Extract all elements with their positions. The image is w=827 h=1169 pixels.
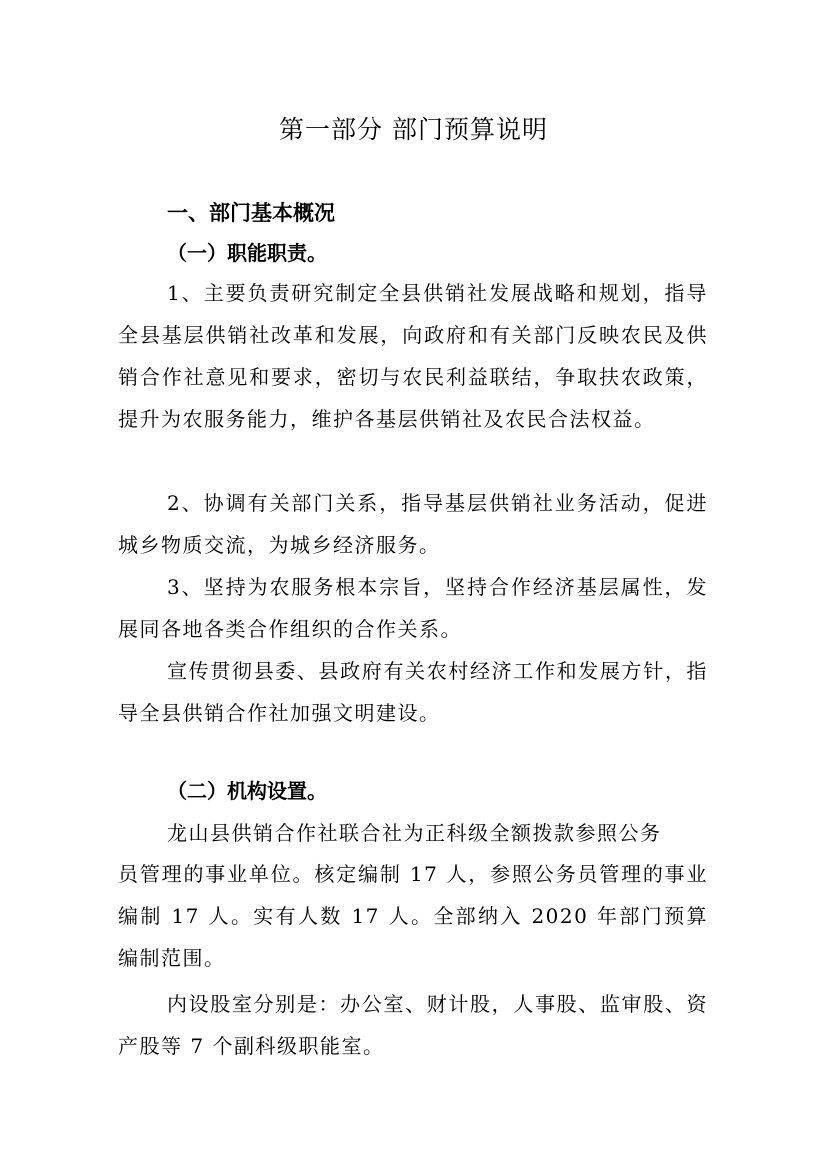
duty-paragraph-4: 宣传贯彻县委、县政府有关农村经济工作和发展方针，指导全县供销合作社加强文明建设。 [118,659,708,725]
internal-departments-paragraph: 内设股室分别是：办公室、财计股，人事股、监审股、资产股等 7 个副科级职能室。 [118,992,708,1058]
duty-paragraph-3: 3、坚持为农服务根本宗旨，坚持合作经济基层属性，发展同各地各类合作组织的合作关系。 [118,575,708,641]
duty-paragraph-1: 1、主要负责研究制定全县供销社发展战略和规划，指导全县基层供销社改革和发展，向政府和有关部门反映农民及供销合作社意见和要求，密切与农民利益联结，争取扶农政策，提升为农服务能力，维护各基层供销社及农民合法权益。 [118,281,708,431]
duty-paragraph-2: 2、协调有关部门关系，指导基层供销社业务活动，促进城乡物质交流，为城乡经济服务。 [118,491,708,557]
page-title: 第一部分 部门预算说明 [279,115,548,144]
section-heading-basic-overview: 一、部门基本概况 [167,201,335,225]
subsection-heading-duties: （一）职能职责。 [167,241,327,265]
organization-paragraph-line-1: 龙山县供销合作社联合社为正科级全额拨款参照公务 [167,821,662,845]
subsection-heading-organization: （二）机构设置。 [167,779,327,803]
organization-paragraph-rest: 员管理的事业单位。核定编制 17 人，参照公务员管理的事业编制 17 人。实有人数 17 人。全部纳入 2020 年部门预算编制范围。 [118,862,708,970]
